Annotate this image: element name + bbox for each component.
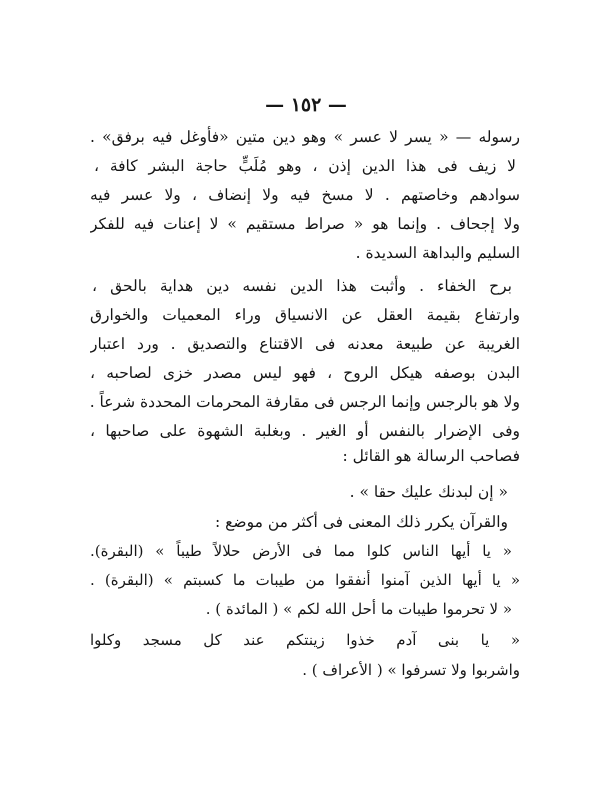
text-line: البدن بوصفه هيكل الروح ، فهو ليس مصدر خزى لصاحبه ، (90, 364, 520, 382)
text-line: ولا هو بالرجس وإنما الرجس فى مقارفة المحرمات المحددة شرعاً . (90, 393, 520, 411)
quran-verse: واشربوا ولا تسرفوا » ( الأعراف ) . (302, 661, 520, 679)
text-line: والقرآن يكرر ذلك المعنى فى أكثر من موضع : (215, 513, 508, 531)
quran-verse: « يا أيها الذين آمنوا أنفقوا من طيبات ما كسبتم » (البقرة) . (90, 571, 520, 589)
quran-verse: « يا بنى آدم خذوا زينتكم عند كل مسجد وكلوا (90, 631, 520, 649)
text-line: رسوله — « يسر لا عسر » وهو دين متين «فأوغل فيه برفق» . (90, 128, 520, 146)
text-line: سوادهم وخاصتهم . لا مسخ فيه ولا إنضاف ، ولا عسر فيه (90, 186, 520, 204)
text-line: وفى الإضرار بالنفس أو الغير . وبغلبة الشهوة على صاحبها ، (90, 422, 520, 440)
quran-verse: « يا أيها الناس كلوا مما فى الأرض حلالاً طيباً » (البقرة). (90, 542, 512, 560)
text-line: وارتفاع بقيمة العقل عن الانسياق وراء المعميات والخوارق (90, 306, 520, 324)
page-number: — ١٥٢ — (265, 94, 347, 116)
text-line: لا زيف فى هذا الدين إذن ، وهو مُلَبٍّ حاجة البشر كافة ، (94, 157, 516, 175)
text-line: ولا إجحاف . وإنما هو « صراط مستقيم » لا إعنات فيه للفكر (90, 215, 520, 233)
quran-verse: « لا تحرموا طيبات ما أحل الله لكم » ( المائدة ) . (205, 600, 512, 618)
text-line: الغريبة عن طبيعة معدنه فى الاقتناع والتصديق . ورد اعتبار (90, 335, 520, 353)
text-line: السليم والبداهة السديدة . (355, 244, 520, 262)
text-line: برح الخفاء . وأثبت هذا الدين نفسه دين هداية بالحق ، (92, 277, 512, 295)
text-line: فصاحب الرسالة هو القائل : (342, 447, 520, 465)
hadith-quote: « إن لبدنك عليك حقا » . (349, 483, 508, 501)
